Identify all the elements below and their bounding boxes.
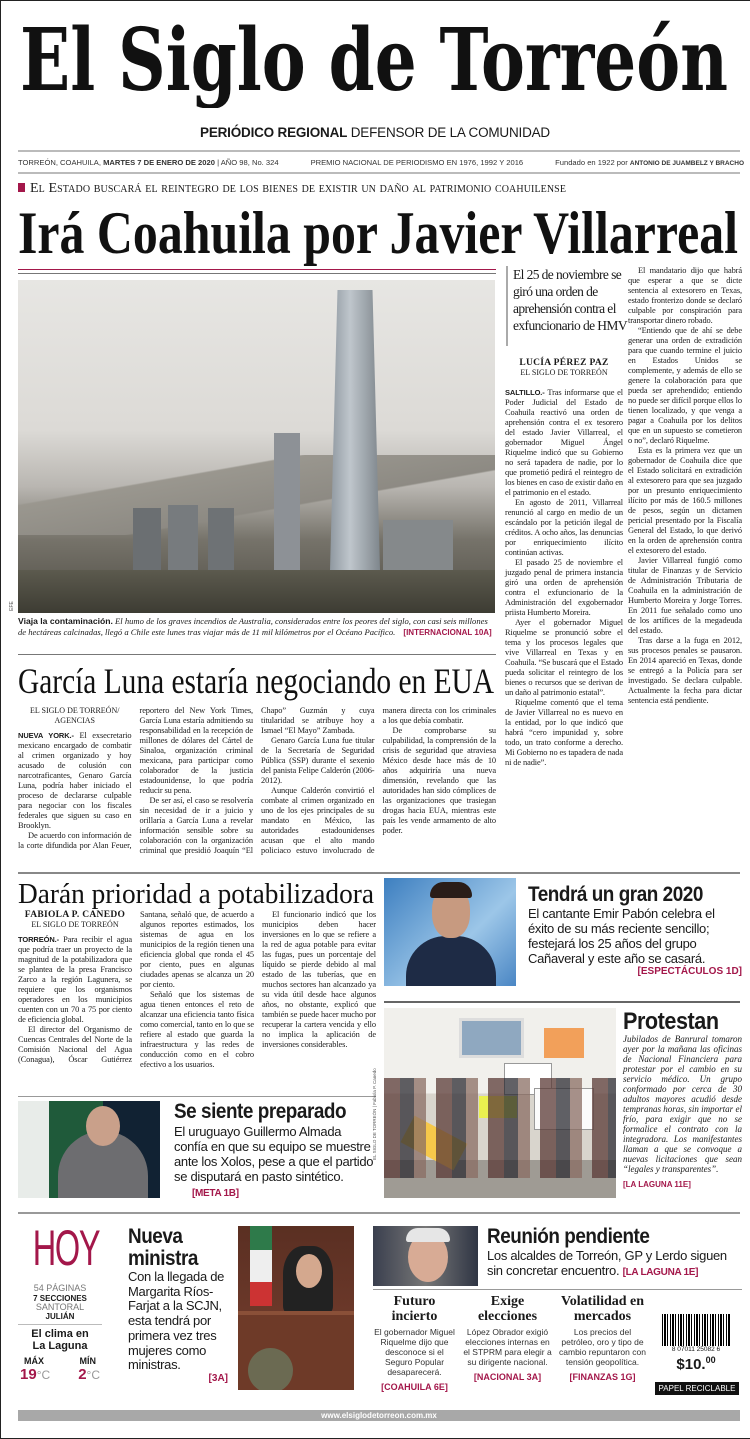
potabilizadora-byline (18, 910, 132, 930)
page-count: 54 PÁGINAS (33, 1283, 87, 1293)
hair (430, 882, 472, 898)
weather-labels (18, 1356, 102, 1366)
paragraph (140, 990, 254, 1070)
brief-volatilidad[interactable] (557, 1294, 648, 1383)
founded (555, 158, 744, 167)
protest-photo[interactable] (384, 1008, 616, 1198)
lead-photo[interactable] (18, 280, 495, 613)
svg-text:García Luna estaría negociando: García Luna estaría negociando en EUA (18, 661, 494, 701)
brief-ref-link[interactable]: [FINANZAS 1G] (569, 1372, 636, 1382)
barcode-icon (662, 1314, 730, 1346)
hoy-title: HOY (32, 1220, 100, 1276)
garcia-luna-headline[interactable] (16, 660, 498, 702)
brief-text: López Obrador exigió elecciones internas en el STPRM para elegir a su dirigente nacional. (463, 1327, 552, 1367)
teaser-headline: Tendrá un gran 2020 (528, 883, 703, 906)
paragraph-text: Esta es la primera vez que un gobernador de Coahuila dice que el Estado solicitará en extradición al extesorero para que sea juzgado por un presunto enriquecimiento ilícito por más de 160.5 millones de pesos, según un dictamen pericial presentado por la Fiscalía General del Estado, lo que derivó en la orden de aprehensión contra el extesorero del estado. (628, 446, 742, 555)
paragraph-text: En agosto de 2011, Villarreal renunció al cargo en medio de un escándalo por la petición ilegal de créditos. A ocho años, las denuncias por enriquecimiento ilícito continúan activas. (505, 498, 623, 557)
kicker-bullet (18, 183, 25, 192)
svg-text:Irá Coahuila por Javier Villar: Irá Coahuila por Javier Villarreal (18, 200, 738, 266)
divider (384, 1001, 740, 1003)
teaser-body: Los alcaldes de Torreón, GP y Lerdo siguen sin concretar encuentro. (487, 1248, 727, 1278)
building (274, 433, 300, 573)
teaser-text: Con la llegada de Margarita Ríos-Farjat a la SCJN, esta tendrá por primera vez tres mujeres como ministras. (128, 1269, 225, 1373)
paragraph-text: Tras informarse que el Poder Judicial del Estado de Coahuila reactivó una orden de aprehensión contra el ex tesorero del estado Javier Villarreal, el gobernador Miguel Ángel Riquelme indicó que su Gobierno no será tapadera de nadie, por lo que prometió pedirá el reintegro de los bienes en caso de existir daño en el patrimonio en el estado. (505, 388, 623, 497)
ministra-photo[interactable] (238, 1226, 354, 1390)
accent-rule (18, 269, 496, 270)
paragraph (505, 698, 623, 768)
teaser-text: El cantante Emir Pabón celebra el éxito de su más reciente sencillo; festejará los 25 años del grupo Cañaveral y este año se casará. (528, 906, 715, 966)
unit: °C (86, 1367, 100, 1382)
outlet: EL SIGLO DE TORREÓN/ AGENCIAS (30, 706, 120, 725)
footer-url-bar[interactable] (18, 1410, 740, 1421)
price-box (656, 1314, 736, 1372)
teaser-ref-link[interactable]: [META 1B] (192, 1188, 239, 1199)
paragraph (18, 935, 132, 1025)
paragraph-text: Javier Villarreal fungió como titular de Finanzas y de Servicio de Administración Tributaria de Coahuila en la administración de Humberto Moreira y Jorge Torres. En 2011 fue señalado como uno de los artífices de la megadeuda del estado. (628, 556, 742, 635)
paragraph (628, 636, 742, 706)
caption-text: El humo de los graves incendios de Australia, considerados entre los peores del siglo, con casi seis millones de hectáreas calcinadas, llegó a Chile este lunes tras viajar más de 11 mil kilómetros por el Océano Pacífico. (18, 616, 488, 637)
paragraph (261, 736, 375, 786)
paragraph-text: El mandatario dijo que habrá que esperar a que se dicte sentencia al extesorero en Texas, estado fronterizo donde se declaró culpable por conspiración para transportar dinero robado. (628, 266, 742, 325)
lead-headline[interactable] (16, 196, 742, 266)
teaser-body: El uruguayo Guillermo Almada confía en que su equipo se muestre ante los Xolos, pese a que el partido se disputará en pasto sintético. (174, 1124, 374, 1184)
hair (406, 1228, 450, 1242)
crowd (384, 1078, 616, 1178)
reunion-photo[interactable] (373, 1226, 478, 1286)
lead-body-col1 (505, 388, 623, 768)
santoral: JULIÁN (45, 1311, 75, 1321)
kicker-text: El Estado buscará el reintegro de los bienes de existir un daño al patrimonio coahuilense (30, 181, 567, 196)
divider (18, 172, 740, 174)
lead-caption (18, 616, 495, 638)
article-text (18, 706, 496, 856)
dateline: TORREÓN.- (18, 935, 60, 944)
paragraph-text: Aunque Calderón convirtió el combate al crimen organizado en uno de los ejes principales de su mandato en México, las autoridades estadounidenses acusan que el alto mando policiaco estuvo involucrado de manera directa con los criminales a los que debía combatir. (261, 706, 496, 855)
max-temp: 19 (20, 1365, 37, 1383)
building (208, 508, 234, 578)
potabilizadora-headline[interactable] (16, 876, 378, 910)
min-temp: 2 (78, 1365, 87, 1383)
garcia-luna-byline (18, 706, 132, 726)
almada-photo[interactable] (18, 1101, 160, 1198)
paragraph-text: El funcionario indicó que los municipios deben hacer inversiones en lo que se refiere a la red de agua potable para evitar las fugas, pues un porcentaje del líquido se pierde debido al mal estado de las tuberías, que en muchos sectores han alcanzado ya su vida útil desde hace algunos años, no obstante, explicó que también se puede hacer mucho por recuperar la cartera vencida y ello no implica la aplicación de inversiones considerables. (262, 910, 376, 1049)
svg-text:Darán prioridad a potabilizado: Darán prioridad a potabilizadora (18, 878, 375, 910)
logo[interactable] (18, 8, 732, 108)
brief-text: Los precios del petróleo, oro y tipo de cambio repuntaron con tensión geopolítica. (559, 1327, 646, 1367)
paragraph (505, 618, 623, 698)
brief-futuro[interactable] (371, 1294, 458, 1393)
paragraph-text: Riquelme comentó que el tema de Javier Villarreal no es nuevo en la entidad, por lo que indicó que habrá “cero impunidad y, sobre todo, un trato conforme a derecho. Mi Gobierno no es tapadera de nada ni de nadie”. (505, 698, 623, 767)
paragraph-text: Ayer el gobernador Miguel Riquelme se pronunció sobre el tema y los procesos legales que vive Villarreal en Texas y en Coahuila. “Se buscará que el Estado pueda solicitar el reintegro de los bienes o recursos que se derivan de un daño al patrimonio estatal”. (505, 618, 623, 697)
section-count: 7 SECCIONES (33, 1293, 87, 1303)
face (296, 1254, 322, 1288)
face (86, 1106, 120, 1146)
building (168, 505, 198, 580)
deck-bar (506, 266, 508, 346)
paragraph (628, 326, 742, 446)
weather-values (18, 1366, 102, 1383)
article-text (18, 910, 376, 1070)
barcode-digits: 8 07011 25082 6 (671, 1346, 721, 1353)
lead-byline (505, 358, 623, 378)
dateline (18, 158, 279, 167)
building (133, 508, 161, 578)
almada-teaser[interactable] (174, 1101, 378, 1201)
brief-headline: Volatilidad en mercados (560, 1294, 645, 1324)
paragraph-text: De comprobarse su culpabilidad, la comprensión de la crisis de seguridad que atraviesa México desde hace más de 10 años adquiriría una nueva dimensión, revelando que las autoridades han sido cómplices de las organizaciones que trasiegan drogas hacia EUA, mientras este país les vende armamento de alto poder. (382, 726, 496, 835)
teaser-text (487, 1248, 742, 1280)
brief-text: El gobernador Miguel Riquelme dijo que desconoce si el Seguro Popular desaparecerá. (374, 1327, 455, 1377)
outlet: EL SIGLO DE TORREÓN (520, 368, 608, 377)
dateline-place: TORREÓN, COAHUILA, (18, 158, 101, 167)
city-ground (18, 570, 495, 613)
suit (406, 936, 496, 986)
paragraph (628, 266, 742, 326)
reunion-teaser[interactable] (487, 1226, 742, 1280)
paragraph-text: Señaló que los sistemas de agua tienen entonces el reto de alcanzar una eficiencia tanto física como comercial, tanto en lo que se refiere al estado que guarda la infraestructura y las redes de conducción como en el cobro efectivo a los usuarios. (140, 990, 254, 1069)
paragraph (262, 910, 376, 1050)
teaser-ref-link[interactable]: [ESPECTÁCULOS 1D] (637, 966, 742, 977)
divider (18, 1324, 102, 1325)
paragraph (505, 498, 623, 558)
divider (18, 1212, 740, 1214)
brief-headline: Futuro incierto (391, 1294, 438, 1324)
paragraph-text: El exsecretario mexicano encargado de combatir al crimen organizado y hoy acusado de colusión con narcotraficantes, Genaro García Luna, podría haber iniciado el proceso de declararse culpable para negociar con los fiscales federales que siguen su caso en Brooklyn. (18, 731, 132, 830)
lead-deck: El 25 de noviembre se giró una orden de aprehensión contra el exfuncionario de HMV (513, 267, 627, 333)
divider (18, 150, 740, 152)
paragraph (505, 388, 623, 498)
recycle-badge: PAPEL RECICLABLE (655, 1382, 739, 1395)
dateline: SALTILLO.- (505, 388, 545, 397)
award: PREMIO NACIONAL DE PERIODISMO EN 1976, 1992 Y 2016 (310, 158, 524, 167)
paragraph-text: Para recibir el agua que podría traer un proyecto de la magnitud de la potabilizadora que se plantea de la presa Francisco Zarco a la región Lagunera, se requiere que los organismos operadores en los municipios cuenten con un 70 a 75 por ciento de eficiencia global. (18, 935, 132, 1024)
potabilizadora-body (18, 910, 376, 1070)
paragraph-text: Tras darse a la fuga en 2012, sus procesos penales se pausaron. En 2014 apareció en Texas, donde se entregó a la Policía para ser investigado. Se declara culpable. Actualmente la fecha para dictar sentencia está pendiente. (628, 636, 742, 705)
max-label: MÁX (24, 1355, 44, 1366)
flag (250, 1226, 272, 1306)
lead-kicker[interactable] (18, 181, 740, 197)
sign (544, 1028, 584, 1058)
teaser-ref-link[interactable]: [3A] (208, 1372, 228, 1384)
founder: ANTONIO DE JUAMBELZ Y BRACHO (629, 160, 744, 167)
lead-body-col2 (628, 266, 742, 706)
dateline-row (18, 158, 744, 167)
website-link[interactable]: www.elsiglodetorreon.com.mx (321, 1411, 437, 1420)
paragraph-text: De acuerdo con información de la corte difundida por Alan Feuer, reportero del New York Times, García Luna estaría admitiendo su responsabilidad en la recepción de millones de dólares del Cártel de Sinaloa, organización criminal mexicana, para participar como colaborador de la justicia estadounidense, lo que podría reducir su pena. (18, 706, 253, 850)
teaser-headline: Protestan (623, 1008, 719, 1035)
min-label: MÍN (79, 1355, 96, 1366)
brief-headline: Exige elecciones (477, 1294, 538, 1324)
paragraph-text: El pasado 25 de noviembre el juzgado penal de primera instancia giró una orden de aprehensión contra el exfuncionario de la Administración del exgobernador priista Humberto Moreira. (505, 558, 623, 617)
svg-text:El Siglo de Torreón: El Siglo de Torreón (20, 10, 728, 108)
brief-ref-link[interactable]: [COAHUILA 6E] (381, 1382, 448, 1392)
price: $10. (676, 1356, 706, 1373)
brief-elecciones[interactable] (463, 1294, 552, 1383)
divider (18, 1096, 376, 1097)
paragraph (505, 558, 623, 618)
founded-prefix: Fundado en 1922 por (555, 158, 628, 167)
caption-ref-link[interactable]: [INTERNACIONAL 10A] (403, 628, 492, 637)
pabon-photo[interactable] (384, 878, 516, 986)
teaser-headline: Se siente preparado (174, 1100, 347, 1123)
teaser-ref-link[interactable]: [LA LAGUNA 1E] (622, 1267, 699, 1278)
pabon-teaser[interactable] (528, 884, 742, 977)
paragraph-text: De ser así, el caso se resolvería sin necesidad de ir a juicio y orillaría a García Luna a revelar información sensible sobre su colaboración con la organización criminal que presidió Joaquín “El Chapo” Guzmán y cuya titularidad se atribuye hoy a Ismael “El Mayo” Zambada. (139, 706, 375, 855)
dateline: NUEVA YORK.- (18, 731, 74, 740)
teaser-headline: Reunión pendiente (487, 1225, 650, 1248)
paragraph (628, 556, 742, 636)
paragraph (383, 726, 497, 836)
price-cents: 00 (705, 1355, 716, 1365)
divider (18, 654, 496, 655)
paragraph-text: “Entiendo que de ahí se debe generar una orden de extradición para que cuando termine el juicio en Estados Unidos se complemente, y además de ello se genere la colaboración para que pueda ser aprehendido; entiendo no puede ser difícil porque ellos lo tienen localizado, y que venga a pagar a Coahuila por los delitos que en un supuesto se cometieron o no”, declaró Riquelme. (628, 326, 742, 445)
hoy-box (18, 1222, 102, 1383)
dateline-date: MARTES 7 DE ENERO DE 2020 (103, 158, 215, 167)
santoral-label: SANTORAL (35, 1301, 85, 1312)
tower (330, 290, 380, 570)
teaser-text (174, 1124, 378, 1201)
author: FABIOLA P. CANEDO (24, 910, 126, 920)
tagline-bold: PERIÓDICO REGIONAL (200, 125, 348, 140)
photo-credit: EL SIGLO DE TORREÓN | Fabiola P. Canedo (372, 1068, 377, 1160)
divider (373, 1289, 742, 1290)
divider (18, 872, 740, 874)
paragraph (628, 446, 742, 556)
weather-title: El clima en La Laguna (31, 1327, 89, 1352)
author: LUCÍA PÉREZ PAZ (519, 358, 609, 368)
outlet: EL SIGLO DE TORREÓN (31, 920, 119, 929)
seal (248, 1348, 293, 1390)
teaser-ref-link[interactable]: [LA LAGUNA 11E] (623, 1180, 691, 1189)
tagline-rest: DEFENSOR DE LA COMUNIDAD (350, 125, 550, 140)
photo-credit: EFE (8, 601, 15, 611)
caption-title: Viaja la contaminación. (18, 616, 113, 626)
issue-number: | AÑO 98, No. 324 (217, 158, 279, 167)
tagline (0, 125, 750, 140)
teaser-text: Jubilados de Banrural tomaron ayer por la mañana las oficinas de Nacional Financiera para protestar por el cambio en su servicio médico. Un grupo conformado por cerca de 30 adultos mayores acudió desde tempranas horas, sin importar el frío, para exigir que no se formalice el contrato con la integradora. Los manifestantes llaman a que se convoque a nuevas licitaciones que sean “legales y transparentes”. (623, 1034, 742, 1174)
divider (18, 273, 496, 274)
window (459, 1018, 524, 1058)
brief-ref-link[interactable]: [NACIONAL 3A] (473, 1372, 542, 1382)
garcia-luna-body (18, 706, 496, 856)
paragraph-text: Genaro García Luna fue titular de la Secretaría de Seguridad Pública (SSP) durante el sexenio del panista Felipe Calderón (2006-2012). (261, 736, 375, 785)
paragraph-text: El director del Organismo de Cuencas Centrales del Norte de la Comisión Nacional del Agua (Conagua), Óscar Gutiérrez Santana, señaló que, de acuerdo a algunos reportes estimados, los sistemas de agua en los municipios de la región tienen una eficiencia global que ronda el 45 por ciento, pues en algunas ciudades apenas se alcanza un 20 por ciento. (18, 910, 254, 1064)
ministra-teaser[interactable] (128, 1226, 228, 1384)
unit: °C (36, 1367, 51, 1382)
paragraph (18, 731, 132, 831)
protestan-teaser[interactable] (623, 1010, 742, 1190)
teaser-headline: Nueva ministra (128, 1225, 198, 1270)
